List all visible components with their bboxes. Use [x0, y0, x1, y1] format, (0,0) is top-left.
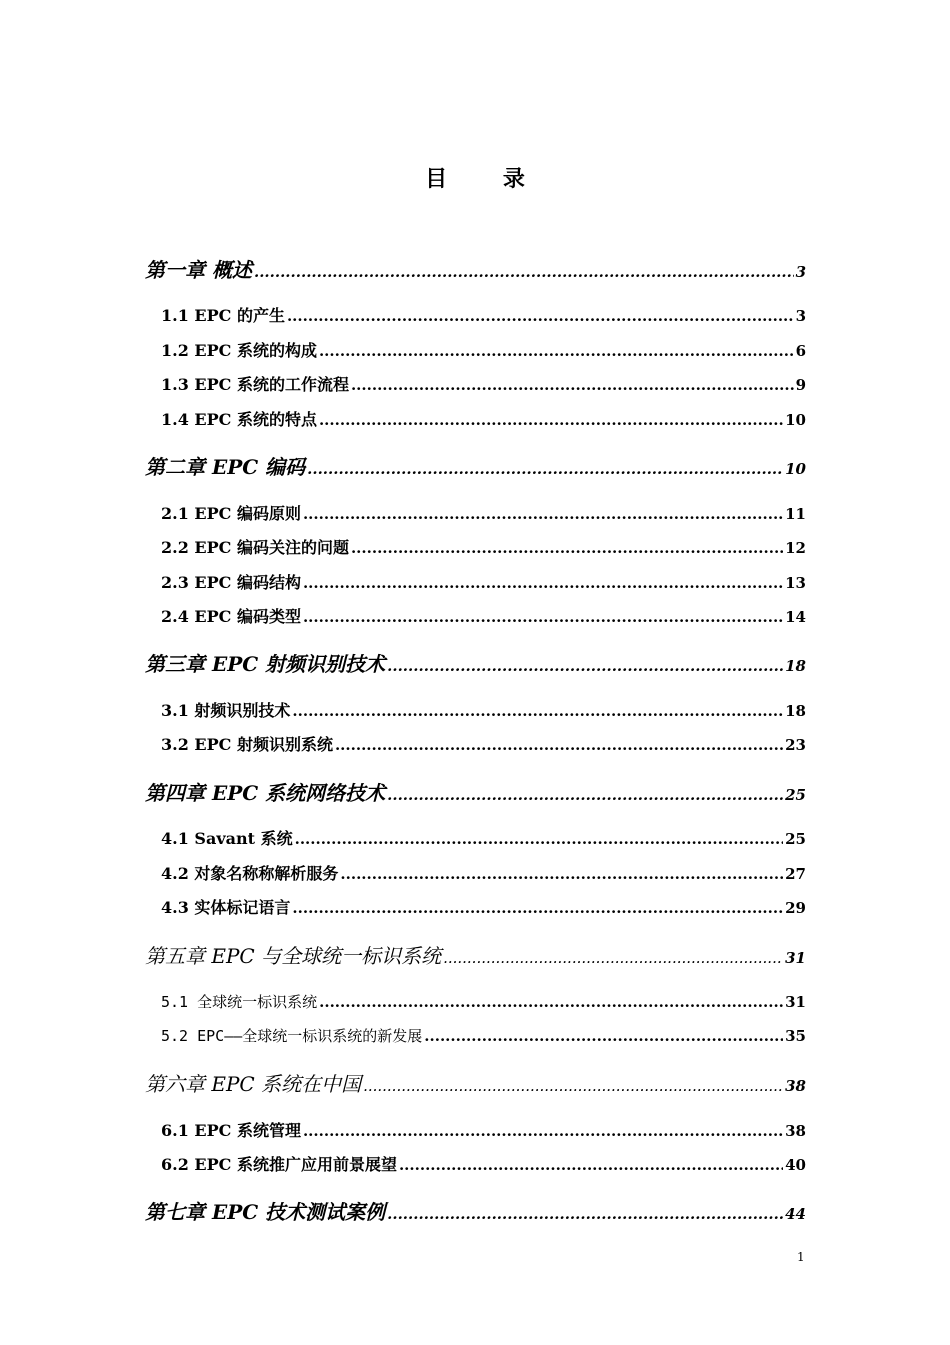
- toc-section-1-1[interactable]: [161, 304, 806, 328]
- toc-label: 2.4 EPC 编码类型: [161, 607, 301, 626]
- dot-leader: [351, 536, 783, 560]
- toc-page-number: 3: [795, 263, 806, 281]
- toc-label: 1.3 EPC 系统的工作流程: [161, 375, 349, 394]
- toc-label: 3.1 射频识别技术: [161, 701, 291, 720]
- toc-page-number: 11: [785, 505, 806, 523]
- toc-label: 第六章 EPC 系统在中国: [145, 1072, 362, 1096]
- toc-page-number: 10: [785, 411, 806, 429]
- toc-page-number: 35: [785, 1027, 806, 1045]
- toc-page-number: 29: [785, 899, 806, 917]
- dot-leader: [399, 1153, 783, 1177]
- toc-page-number: 31: [785, 993, 806, 1011]
- toc-section-1-3[interactable]: [161, 373, 806, 397]
- dot-leader: [254, 258, 794, 286]
- toc-label: 2.1 EPC 编码原则: [161, 504, 301, 523]
- toc-section-6-2[interactable]: [161, 1153, 806, 1177]
- dot-leader: [335, 733, 783, 757]
- dot-leader: [319, 990, 783, 1014]
- toc-section-2-3[interactable]: [161, 571, 806, 595]
- toc-page-number: 10: [785, 460, 806, 478]
- toc-label: 5.2 EPC——全球统一标识系统的新发展: [161, 1027, 423, 1045]
- dot-leader: [363, 1072, 783, 1100]
- dot-leader: [307, 455, 783, 483]
- toc-label: 5.1 全球统一标识系统: [161, 993, 318, 1011]
- toc-title: 目 录: [425, 167, 549, 192]
- toc-chapter-3[interactable]: [145, 650, 806, 680]
- dot-leader: [292, 896, 783, 920]
- toc-page-number: 18: [785, 702, 806, 720]
- toc-page-number: 25: [785, 786, 806, 804]
- dot-leader: [303, 1119, 783, 1143]
- dot-leader: [319, 339, 794, 363]
- toc-page-number: 18: [785, 657, 806, 675]
- toc-page-number: 31: [785, 949, 806, 967]
- toc-section-6-1[interactable]: [161, 1119, 806, 1143]
- toc-section-2-2[interactable]: [161, 536, 806, 560]
- toc-chapter-4[interactable]: [145, 779, 806, 809]
- toc-label: 第七章 EPC 技术测试案例: [145, 1200, 386, 1224]
- toc-page-number: 12: [785, 539, 806, 557]
- toc-section-3-1[interactable]: [161, 699, 806, 723]
- toc-section-1-2[interactable]: [161, 339, 806, 363]
- toc-label: 3.2 EPC 射频识别系统: [161, 735, 333, 754]
- toc-label: 4.2 对象名称称解析服务: [161, 864, 339, 883]
- toc-label: 1.2 EPC 系统的构成: [161, 341, 317, 360]
- toc-section-4-1[interactable]: [161, 827, 806, 851]
- page-number: 1: [797, 1250, 805, 1264]
- toc-page-number: 38: [785, 1122, 806, 1140]
- toc-page-number: 13: [785, 574, 806, 592]
- toc-label: 第四章 EPC 系统网络技术: [145, 781, 386, 805]
- dot-leader: [443, 944, 783, 972]
- toc-label: 第五章 EPC 与全球统一标识系统: [145, 944, 442, 968]
- dot-leader: [295, 827, 784, 851]
- toc-label: 6.2 EPC 系统推广应用前景展望: [161, 1155, 397, 1174]
- toc-section-4-2[interactable]: [161, 862, 806, 886]
- toc-label: 4.3 实体标记语言: [161, 898, 291, 917]
- toc-label: 6.1 EPC 系统管理: [161, 1121, 301, 1140]
- toc-label: 1.4 EPC 系统的特点: [161, 410, 317, 429]
- toc-page-number: 27: [785, 865, 806, 883]
- dot-leader: [387, 652, 783, 680]
- dot-leader: [303, 571, 783, 595]
- toc-chapter-7[interactable]: [145, 1198, 806, 1228]
- toc-label: 第三章 EPC 射频识别技术: [145, 652, 386, 676]
- toc-section-2-1[interactable]: [161, 502, 806, 526]
- dot-leader: [292, 699, 783, 723]
- toc-page-number: 38: [785, 1077, 806, 1095]
- dot-leader: [387, 781, 783, 809]
- toc-page-number: 6: [795, 342, 806, 360]
- toc-chapter-6[interactable]: [145, 1070, 806, 1100]
- toc-chapter-5[interactable]: [145, 942, 806, 972]
- toc-page-number: 44: [785, 1205, 806, 1223]
- toc-page-number: 14: [785, 608, 806, 626]
- toc-label: 1.1 EPC 的产生: [161, 306, 285, 325]
- toc-page-number: 23: [785, 736, 806, 754]
- toc-chapter-2[interactable]: [145, 453, 806, 483]
- toc-section-5-2[interactable]: [161, 1024, 806, 1048]
- toc-section-2-4[interactable]: [161, 605, 806, 629]
- toc-label: 2.3 EPC 编码结构: [161, 573, 301, 592]
- dot-leader: [303, 605, 783, 629]
- toc-section-4-3[interactable]: [161, 896, 806, 920]
- toc-section-3-2[interactable]: [161, 733, 806, 757]
- dot-leader: [340, 862, 783, 886]
- toc-section-1-4[interactable]: [161, 408, 806, 432]
- dot-leader: [387, 1200, 783, 1228]
- toc-section-5-1[interactable]: [161, 990, 806, 1014]
- dot-leader: [424, 1024, 783, 1048]
- toc-label: 第一章 概述: [145, 258, 252, 282]
- dot-leader: [303, 502, 783, 526]
- toc-label: 第二章 EPC 编码: [145, 455, 306, 479]
- toc-page-number: 9: [795, 376, 806, 394]
- toc-page-number: 25: [785, 830, 806, 848]
- toc-page-number: 40: [785, 1156, 806, 1174]
- toc-label: 4.1 Savant 系统: [161, 829, 293, 848]
- toc-chapter-1[interactable]: [145, 256, 806, 286]
- dot-leader: [351, 373, 794, 397]
- dot-leader: [319, 408, 783, 432]
- dot-leader: [287, 304, 794, 328]
- toc-page-number: 3: [795, 307, 806, 325]
- toc-label: 2.2 EPC 编码关注的问题: [161, 538, 349, 557]
